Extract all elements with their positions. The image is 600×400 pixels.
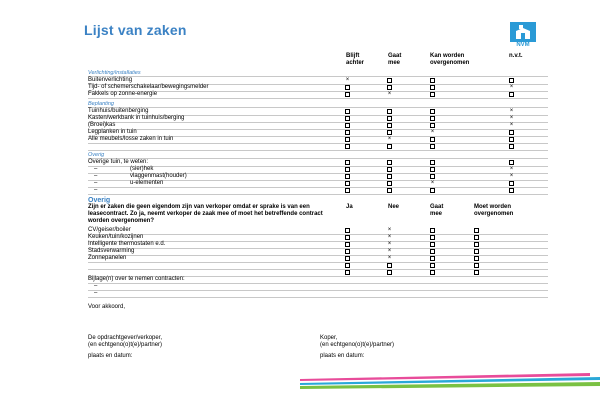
row-label: u-elementen xyxy=(130,180,164,186)
checklist-row xyxy=(88,241,548,248)
checkbox-marked-x[interactable]: × xyxy=(430,129,435,135)
checkbox-marked-x[interactable]: × xyxy=(387,136,392,142)
checkbox-marked-x[interactable]: × xyxy=(387,91,392,97)
row-label: Legplanken in tuin xyxy=(88,129,137,135)
checkbox-empty[interactable] xyxy=(345,235,350,240)
checklist-row xyxy=(88,180,548,187)
row-label: Zonnepanelen xyxy=(88,255,127,261)
checkbox-empty[interactable] xyxy=(430,188,435,193)
checkbox-marked-x[interactable]: × xyxy=(387,234,392,240)
checkbox-empty[interactable] xyxy=(387,85,392,90)
checkbox-empty[interactable] xyxy=(430,92,435,97)
checkbox-empty[interactable] xyxy=(474,263,479,268)
logo-house-icon xyxy=(510,22,536,42)
checkbox-empty[interactable] xyxy=(345,92,350,97)
checkbox-empty[interactable] xyxy=(345,249,350,254)
voor-akkoord: Voor akkoord, xyxy=(88,304,126,310)
checkbox-empty[interactable] xyxy=(509,78,514,83)
checklist-row xyxy=(88,143,548,150)
checkbox-empty[interactable] xyxy=(474,235,479,240)
col-header-nvt: n.v.t. xyxy=(509,53,523,59)
checkbox-empty[interactable] xyxy=(430,228,435,233)
section-title: Verlichting/installaties xyxy=(88,70,141,76)
checkbox-empty[interactable] xyxy=(430,174,435,179)
col-header-blijft-achter: Blijft achter xyxy=(346,53,365,66)
row-dash: – xyxy=(94,180,98,186)
lease-section-title: Overig xyxy=(88,197,111,204)
checklist-row xyxy=(88,234,548,241)
checkbox-empty[interactable] xyxy=(430,249,435,254)
logo-label: NVM xyxy=(516,42,530,48)
checklist-row xyxy=(88,255,548,262)
row-label: (sier)hek xyxy=(130,166,154,172)
checkbox-empty[interactable] xyxy=(430,78,435,83)
row-dash: – xyxy=(94,187,98,193)
checkbox-empty[interactable] xyxy=(430,123,435,128)
checkbox-empty[interactable] xyxy=(509,188,514,193)
checklist-row xyxy=(88,159,548,166)
checkbox-empty[interactable] xyxy=(430,167,435,172)
checklist-row xyxy=(88,122,548,129)
checkbox-empty[interactable] xyxy=(345,174,350,179)
checkbox-empty[interactable] xyxy=(387,181,392,186)
section-title: Overig xyxy=(88,152,105,158)
checkbox-empty[interactable] xyxy=(387,116,392,121)
checkbox-empty[interactable] xyxy=(509,160,514,165)
checkbox-marked-x[interactable]: × xyxy=(509,166,514,172)
checklist-row xyxy=(88,173,548,180)
seller-role: De opdrachtgever/verkoper, xyxy=(88,335,163,341)
checkbox-empty[interactable] xyxy=(509,92,514,97)
checkbox-empty[interactable] xyxy=(387,123,392,128)
checklist-row xyxy=(88,166,548,173)
row-label: Keuken/tuin/kozijnen xyxy=(88,234,144,240)
checkbox-empty[interactable] xyxy=(387,130,392,135)
checkbox-marked-x[interactable]: × xyxy=(387,255,392,261)
checkbox-marked-x[interactable]: × xyxy=(345,77,350,83)
checkbox-empty[interactable] xyxy=(474,270,479,275)
checkbox-empty[interactable] xyxy=(387,78,392,83)
lease-header-ja: Ja xyxy=(346,204,353,210)
row-dash: – xyxy=(94,166,98,172)
lease-header-moet-worden-overgenomen: Moet worden overgenomen xyxy=(474,204,514,217)
lease-header-nee: Nee xyxy=(388,204,400,210)
buyer-role: Koper, xyxy=(320,335,338,341)
seller-partner: (en echtgeno(o)t(e)/partner) xyxy=(88,342,163,348)
checkbox-empty[interactable] xyxy=(474,256,479,261)
row-label: (Broei)kas xyxy=(88,122,116,128)
checkbox-empty[interactable] xyxy=(430,242,435,247)
decorative-stripes xyxy=(0,370,600,400)
checkbox-empty[interactable] xyxy=(430,160,435,165)
checkbox-empty[interactable] xyxy=(430,85,435,90)
row-label: Tuinhuis/buitenberging xyxy=(88,108,149,114)
checkbox-empty[interactable] xyxy=(509,144,514,149)
checkbox-empty[interactable] xyxy=(345,270,350,275)
checkbox-empty[interactable] xyxy=(474,228,479,233)
checkbox-empty[interactable] xyxy=(345,181,350,186)
rule xyxy=(88,290,548,291)
row-label: Kasten/werkbank in tuinhuis/berging xyxy=(88,115,185,121)
rule xyxy=(88,150,548,151)
checkbox-empty[interactable] xyxy=(387,263,392,268)
checkbox-marked-x[interactable]: × xyxy=(509,173,514,179)
checkbox-marked-x[interactable]: × xyxy=(387,227,392,233)
col-header-kan-worden-overgenomen: Kan worden overgenomen xyxy=(430,53,470,66)
checkbox-empty[interactable] xyxy=(430,137,435,142)
checklist-row xyxy=(88,84,548,91)
seller-place-date: plaats en datum: xyxy=(88,353,133,359)
section-title: Beplanting xyxy=(88,101,114,107)
checklist-row xyxy=(88,227,548,234)
row-label: CV/geiser/boiler xyxy=(88,227,131,233)
bijlage-label: Bijlage(n) over te nemen contracten: xyxy=(88,276,185,282)
checklist-row xyxy=(88,115,548,122)
checkbox-empty[interactable] xyxy=(430,270,435,275)
checkbox-empty[interactable] xyxy=(387,167,392,172)
rule xyxy=(88,98,548,99)
checkbox-marked-x[interactable]: × xyxy=(509,84,514,90)
checkbox-empty[interactable] xyxy=(430,235,435,240)
checkbox-marked-x[interactable]: × xyxy=(509,122,514,128)
checkbox-empty[interactable] xyxy=(430,263,435,268)
checklist-row xyxy=(88,108,548,115)
checkbox-empty[interactable] xyxy=(430,256,435,261)
checkbox-empty[interactable] xyxy=(474,242,479,247)
checklist-row xyxy=(88,262,548,269)
checkbox-empty[interactable] xyxy=(345,109,350,114)
rule xyxy=(88,283,548,284)
rule xyxy=(88,297,548,298)
checkbox-empty[interactable] xyxy=(345,167,350,172)
checkbox-marked-x[interactable]: × xyxy=(430,180,435,186)
checkbox-empty[interactable] xyxy=(509,130,514,135)
checkbox-empty[interactable] xyxy=(509,181,514,186)
checklist-row xyxy=(88,187,548,194)
row-label: Alle meubels/losse zaken in tuin xyxy=(88,136,174,142)
checkbox-empty[interactable] xyxy=(345,116,350,121)
checkbox-empty[interactable] xyxy=(387,174,392,179)
checkbox-empty[interactable] xyxy=(387,160,392,165)
checklist-row xyxy=(88,129,548,136)
checkbox-empty[interactable] xyxy=(345,85,350,90)
checkbox-empty[interactable] xyxy=(430,144,435,149)
row-label: Tijd- of schemerschakelaar/bewegingsmelder xyxy=(88,84,209,90)
row-label: Buitenverlichting xyxy=(88,77,133,83)
row-label: Overige tuin, te weten: xyxy=(88,159,149,165)
checkbox-marked-x[interactable]: × xyxy=(509,115,514,121)
checkbox-empty[interactable] xyxy=(345,242,350,247)
checkbox-marked-x[interactable]: × xyxy=(387,241,392,247)
row-label: vlaggenmast(houder) xyxy=(130,173,187,179)
checkbox-marked-x[interactable]: × xyxy=(387,248,392,254)
row-label: Fakkels op zonne-energie xyxy=(88,91,158,97)
page-title: Lijst van zaken xyxy=(84,22,187,38)
row-dash: – xyxy=(94,173,98,179)
checkbox-marked-x[interactable]: × xyxy=(509,108,514,114)
row-label: Intelligente thermostaten e.d. xyxy=(88,241,166,247)
bijlage-dash-1: – xyxy=(94,283,98,289)
rule xyxy=(88,194,548,195)
checkbox-empty[interactable] xyxy=(345,160,350,165)
checkbox-empty[interactable] xyxy=(345,256,350,261)
checkbox-empty[interactable] xyxy=(509,137,514,142)
checkbox-empty[interactable] xyxy=(430,109,435,114)
checkbox-empty[interactable] xyxy=(387,144,392,149)
buyer-partner: (en echtgeno(o)t(e)/partner) xyxy=(320,342,395,348)
checklist-row xyxy=(88,91,548,98)
checkbox-empty[interactable] xyxy=(474,249,479,254)
checkbox-empty[interactable] xyxy=(387,109,392,114)
checkbox-empty[interactable] xyxy=(387,188,392,193)
lease-question: Zijn er zaken die geen eigendom zijn van verkoper omdat er sprake is van een leasecontract. Zo ja, neemt verkoper de zaak mee of moet het betreffende contract worden overgenomen? xyxy=(88,204,323,224)
checkbox-empty[interactable] xyxy=(345,228,350,233)
buyer-place-date: plaats en datum: xyxy=(320,353,365,359)
bijlage-dash-2: – xyxy=(94,290,98,296)
checklist-row xyxy=(88,248,548,255)
col-header-gaat-mee: Gaat mee xyxy=(388,53,402,66)
checkbox-empty[interactable] xyxy=(345,123,350,128)
checklist-row xyxy=(88,269,548,276)
checkbox-empty[interactable] xyxy=(345,137,350,142)
checklist-row xyxy=(88,136,548,143)
row-label: Stadsverwarming xyxy=(88,248,135,254)
lease-header-gaat-mee: Gaat mee xyxy=(430,204,444,217)
checkbox-empty[interactable] xyxy=(345,188,350,193)
checkbox-empty[interactable] xyxy=(345,130,350,135)
checklist-row xyxy=(88,77,548,84)
nvm-logo xyxy=(510,22,536,50)
checkbox-empty[interactable] xyxy=(345,263,350,268)
checkbox-empty[interactable] xyxy=(345,144,350,149)
checkbox-empty[interactable] xyxy=(430,116,435,121)
checkbox-empty[interactable] xyxy=(387,270,392,275)
